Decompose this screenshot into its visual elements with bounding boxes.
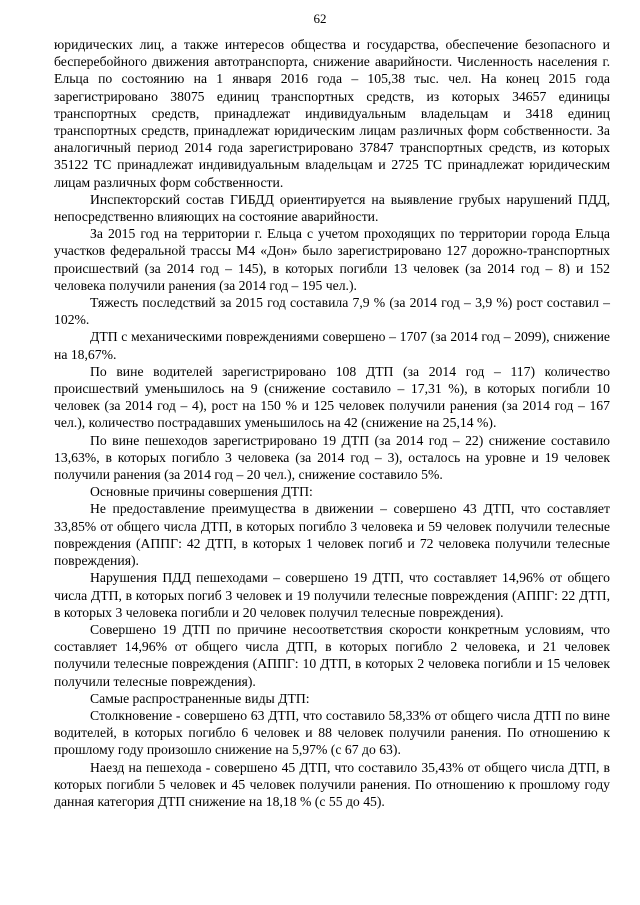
paragraph-mechanical-damage: ДТП с механическими повреждениями совершено – 1707 (за 2014 год – 2099), снижение на 18,67%. xyxy=(54,329,610,362)
paragraph-collision: Столкновение - совершено 63 ДТП, что составило 58,33% от общего числа ДТП по вине водителей, в которых погибло 6 человек и 88 человек получили ранения. По отношению к прошлому году произошло снижение на 5,97% (с 67 до 63). xyxy=(54,707,610,758)
paragraph-common-types-heading: Самые распространенные виды ДТП: xyxy=(90,690,310,706)
paragraph-pedestrian-hit: Наезд на пешехода - совершено 45 ДТП, что составило 35,43% от общего числа ДТП, в которых погибли 5 человек и 45 человек получили ранения. По отношению к прошлому году данная категория ДТП снижение на 18,18 % (с 55 до 45). xyxy=(54,759,610,809)
paragraph-intro: юридических лиц, а также интересов общества и государства, обеспечение безопасного и бесперебойного движения автотранспорта, снижение аварийности. Численность населения г. Ельца по состоянию на 1 января 2016 года – 105,38 тыс. чел. На конец 2015 года зарегистрировано 38075 единиц транспортных средств, из которых 34657 единицы транспортных средств, принадлежат индивидуальным владельцам и 3418 единиц транспортных средств, принадлежат юридическим лицам различных форм собственности. За аналогичный период 2014 года зарегистрировано 37847 транспортных средств, из которых 35122 ТС принадлежат индивидуальным владельцам и 2725 ТС принадлежат юридическим лицам различных форм собственности. xyxy=(54,37,610,190)
paragraph-speed-mismatch: Совершено 19 ДТП по причине несоответствия скорости конкретным условиям, что составляет 14,96% от общего числа ДТП, в которых погибло 2 человека, и 21 человек получили телесные повреждения (АППГ: 10 ДТП, в которых 2 человека погибли и 15 человек получили телесные повреждения). xyxy=(54,621,610,689)
paragraph-failure-to-yield: Не предоставление преимущества в движении – совершено 43 ДТП, что составляет 33,85% от общего числа ДТП, в которых погибло 3 человека и 59 человек получили телесные повреждения (АППГ: 42 ДТП, в которых 1 человек погиб и 72 человека получили телесные повреждения). xyxy=(54,501,610,569)
page-number: 62 xyxy=(313,11,327,26)
document-body xyxy=(54,36,610,810)
paragraph-pedestrian-violations: Нарушения ПДД пешеходами – совершено 19 ДТП, что составляет 14,96% от общего числа ДТП, в которых погиб 3 человек и 19 получили телесные повреждения (АППГ: 22 ДТП, в которых 3 человека погибли и 20 человек получил телесные повреждения). xyxy=(54,570,610,620)
paragraph-severity: Тяжесть последствий за 2015 год составила 7,9 % (за 2014 год – 3,9 %) рост составил – 102%. xyxy=(54,295,610,328)
paragraph-pedestrian-fault: По вине пешеходов зарегистрировано 19 ДТП (за 2014 год – 22) снижение составило 13,63%, в которых погибло 3 человека (за 2014 год – 3), осталось на уровне и 19 человек получили ранения (за 2014 год – 20 чел.), снижение составило 5%. xyxy=(54,432,610,483)
paragraph-accidents-2015: За 2015 год на территории г. Ельца с учетом проходящих по территории города Ельца участков федеральной трассы М4 «Дон» было зарегистрировано 127 дорожно-транспортных происшествий (за 2014 год – 145), в которых погибли 13 человек (за 2014 год – 8) и 152 человека получили ранения (за 2014 год – 195 чел.). xyxy=(54,226,610,293)
paragraph-driver-fault: По вине водителей зарегистрировано 108 ДТП (за 2014 год – 117) количество происшествий уменьшилось на 9 (снижение составило – 17,31 %), в которых погибли 10 человек (за 2014 год – 4), рост на 150 % и 125 человек получили ранения (за 2014 год – 167 чел.), количество пострадавших уменьшилось на 42 (снижение на 25,14 %). xyxy=(54,363,610,431)
paragraph-main-causes-heading: Основные причины совершения ДТП: xyxy=(90,484,313,500)
paragraph-inspection: Инспекторский состав ГИБДД ориентируется на выявление грубых нарушений ПДД, непосредственно влияющих на состояние аварийности. xyxy=(54,191,610,225)
